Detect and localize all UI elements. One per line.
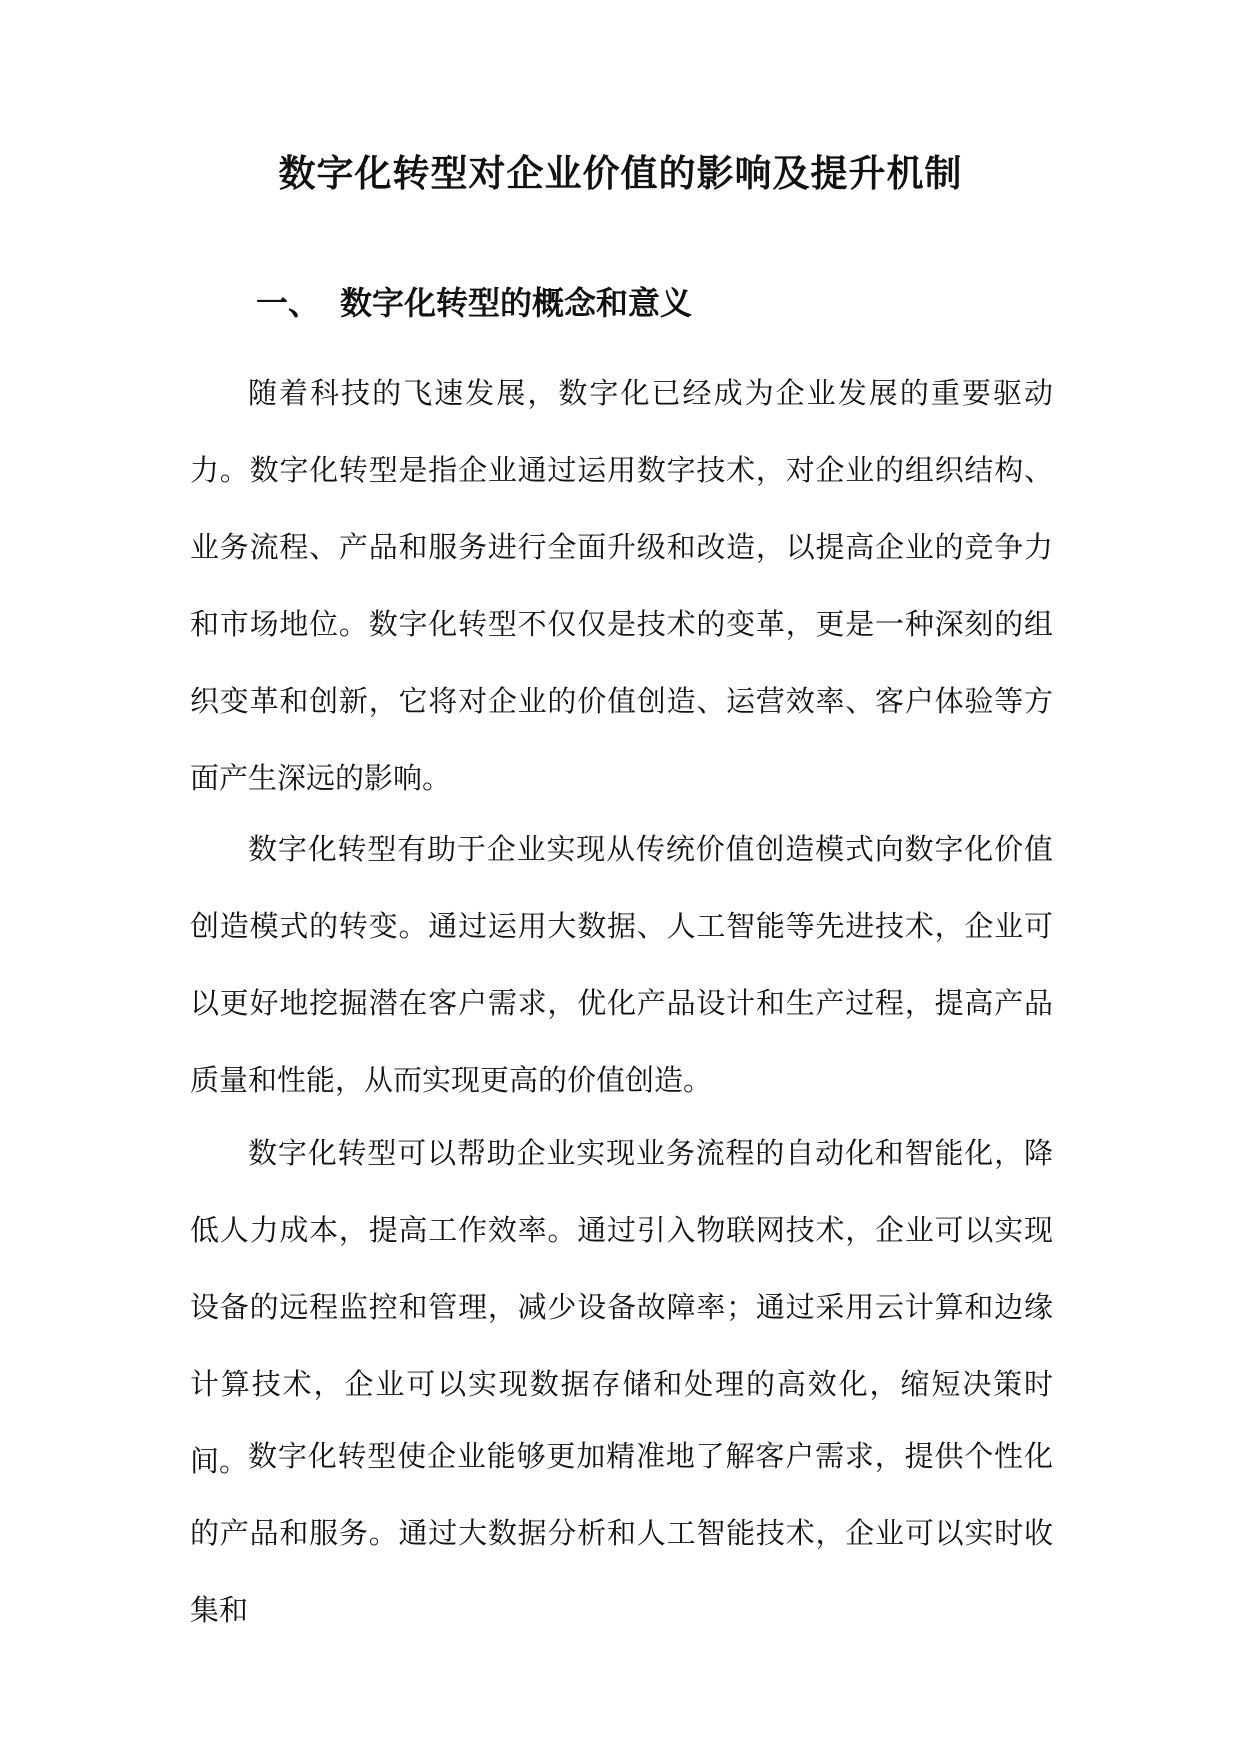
- section-heading: [256, 279, 692, 327]
- paragraph: 数字化转型可以帮助企业实现业务流程的自动化和智能化，降低人力成本，提高工作效率。通过引入物联网技术，企业可以实现设备的远程监控和管理，减少设备故障率；通过采用云计算和边缘计算技术，企业可以实现数据存储和处理的高效化，缩短决策时间。: [190, 1136, 1053, 1478]
- document-title: 数字化转型对企业价值的影响及提升机制: [278, 152, 963, 195]
- paragraph: 数字化转型有助于企业实现从传统价值创造模式向数字化价值创造模式的转变。通过运用大数据、人工智能等先进技术，企业可以更好地挖掘潜在客户需求，优化产品设计和生产过程，提高产品质量和性能，从而实现更高的价值创造。: [190, 832, 1053, 1097]
- section-title: 数字化转型的概念和意义: [340, 284, 693, 322]
- body-paragraph-block: [190, 1418, 1053, 1649]
- paragraph: 数字化转型使企业能够更加精准地了解客户需求，提供个性化的产品和服务。通过大数据分析和人工智能技术，企业可以实时收集和: [190, 1439, 1053, 1627]
- section-number: 一、: [256, 284, 321, 322]
- body-paragraph-block: [190, 811, 1053, 1119]
- body-paragraph-block: [190, 355, 1053, 817]
- paragraph: 随着科技的飞速发展，数字化已经成为企业发展的重要驱动力。数字化转型是指企业通过运用数字技术，对企业的组织结构、业务流程、产品和服务进行全面升级和改造，以提高企业的竞争力和市场地位。数字化转型不仅仅是技术的变革，更是一种深刻的组织变革和创新，它将对企业的价值创造、运营效率、客户体验等方面产生深远的影响。: [190, 376, 1053, 795]
